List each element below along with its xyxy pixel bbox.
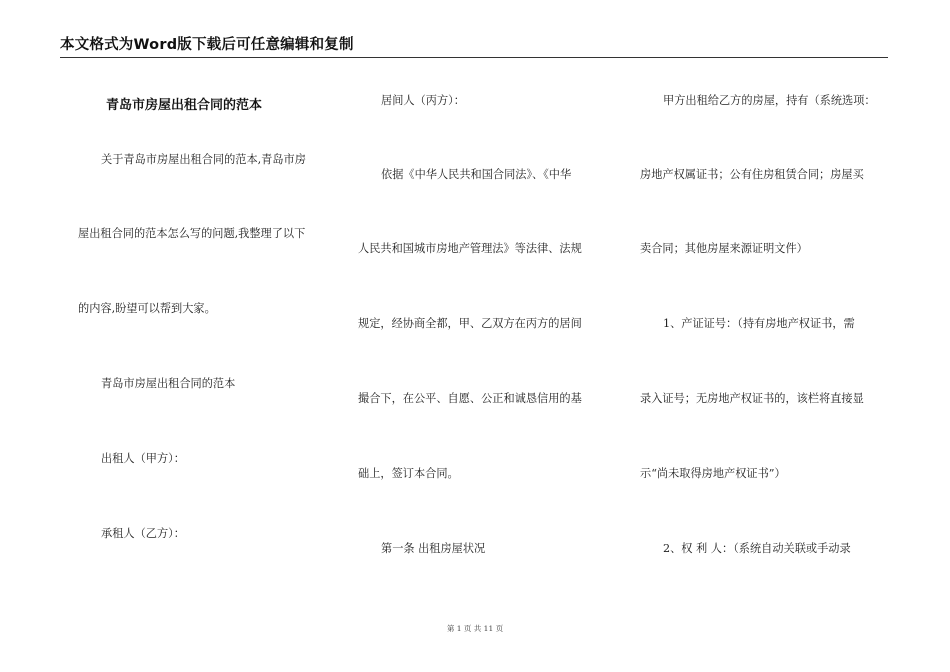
document-title: 青岛市房屋出租合同的范本: [106, 98, 263, 113]
paragraph-line: 规定，经协商全都，甲、乙双方在丙方的居间: [358, 317, 582, 330]
paragraph-line: 屋出租合同的范本怎么写的问题,我整理了以下: [78, 227, 306, 240]
paragraph-line: 示“尚未取得房地产权证书”）: [640, 467, 786, 480]
paragraph-line: 的内容,盼望可以帮到大家。: [78, 302, 216, 315]
paragraph-line: 2、权 利 人：（系统自动关联或手动录: [663, 542, 851, 555]
paragraph-line: 卖合同；其他房屋来源证明文件）: [640, 242, 808, 255]
paragraph-line: 依据《中华人民共和国合同法》、《中华: [381, 168, 572, 181]
paragraph-line: 出租人（甲方）：: [101, 452, 185, 465]
paragraph-line: 撮合下，在公平、自愿、公正和诚恳信用的基: [358, 392, 582, 405]
paragraph-line: 居间人（丙方）：: [381, 94, 465, 107]
paragraph-line: 础上，签订本合同。: [358, 467, 459, 480]
paragraph-line: 房地产权属证书；公有住房租赁合同；房屋买: [640, 168, 864, 181]
paragraph-line: 甲方出租给乙方的房屋，持有（系统选项：: [663, 94, 876, 107]
paragraph-line: 承租人（乙方）：: [101, 527, 185, 540]
paragraph-line: 录入证号；无房地产权证书的，该栏将直接显: [640, 392, 864, 405]
paragraph-line: 1、产证证号：（持有房地产权证书，需: [663, 317, 855, 330]
paragraph-line: 关于青岛市房屋出租合同的范本,青岛市房: [101, 153, 306, 166]
document-banner: 本文格式为Word版下载后可任意编辑和复制: [60, 37, 354, 53]
page-number-footer: 第 1 页 共 11 页: [446, 624, 504, 633]
section-heading: 第一条 出租房屋状况: [381, 542, 486, 555]
paragraph-line: 青岛市房屋出租合同的范本: [101, 377, 236, 390]
paragraph-line: 人民共和国城市房地产管理法》等法律、法规: [358, 242, 582, 255]
banner-divider: [60, 57, 888, 58]
